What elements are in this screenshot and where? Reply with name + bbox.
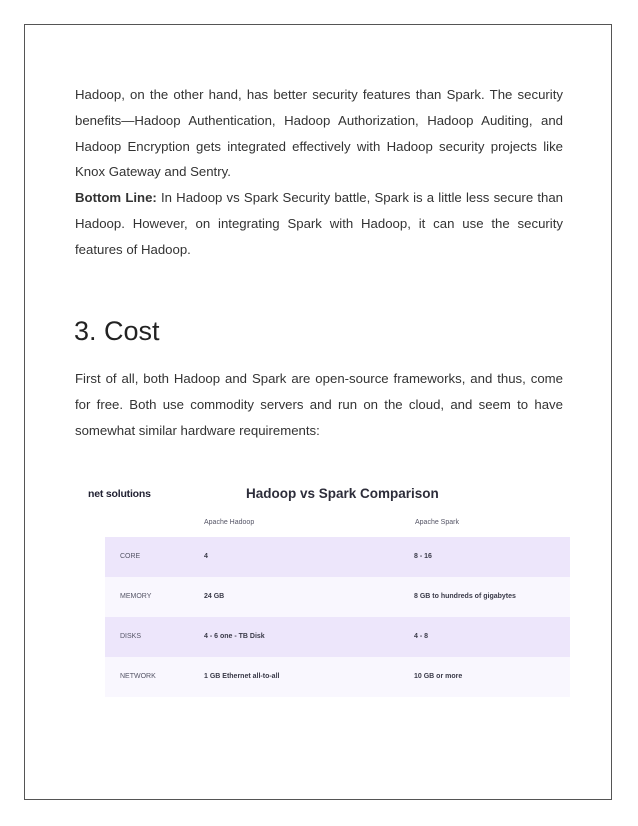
comparison-figure	[80, 480, 575, 710]
comparison-table	[105, 537, 570, 697]
table-row-memory	[105, 577, 570, 617]
spark-value: 4 - 8	[414, 633, 429, 640]
column-header-spark: Apache Spark	[415, 519, 459, 526]
table-row-disks	[105, 617, 570, 657]
hadoop-value: 1 GB Ethernet all-to-all	[204, 673, 280, 680]
figure-title: Hadoop vs Spark Comparison	[246, 486, 439, 501]
row-label: MEMORY	[120, 593, 152, 600]
security-paragraph: Hadoop, on the other hand, has better security features than Spark. The security benefits—Hadoop Authentication, Hadoop Authorization, Hadoop Auditing, and Hadoop Encryption gets integrated effectively with Hadoop security projects like Knox Gateway and Sentry.	[75, 87, 563, 180]
net-solutions-logo: net solutions	[88, 488, 151, 500]
hadoop-value: 4	[204, 553, 208, 560]
section-heading: 3. Cost	[74, 316, 160, 346]
spark-value: 8 - 16	[414, 553, 432, 560]
row-label: NETWORK	[120, 673, 156, 680]
row-label: DISKS	[120, 633, 142, 640]
hadoop-value: 4 - 6 one - TB Disk	[204, 633, 265, 640]
spark-value: 10 GB or more	[414, 673, 463, 680]
bottom-line-label: Bottom Line:	[75, 190, 157, 205]
cost-paragraph: First of all, both Hadoop and Spark are open-source frameworks, and thus, come for free. Both use commodity servers and run on the cloud, and seem to have somewhat similar hardware requirements:	[75, 371, 563, 438]
column-header-hadoop: Apache Hadoop	[204, 519, 255, 526]
table-row-core	[105, 537, 570, 577]
bottom-line-text: In Hadoop vs Spark Security battle, Spark is a little less secure than Hadoop. However, on integrating Spark with Hadoop, it can use the security features of Hadoop.	[75, 190, 563, 257]
row-label: CORE	[120, 553, 141, 560]
hadoop-value: 24 GB	[204, 593, 225, 600]
table-row-network	[105, 657, 570, 697]
spark-value: 8 GB to hundreds of gigabytes	[414, 593, 516, 600]
bottom-line-paragraph	[75, 185, 563, 262]
